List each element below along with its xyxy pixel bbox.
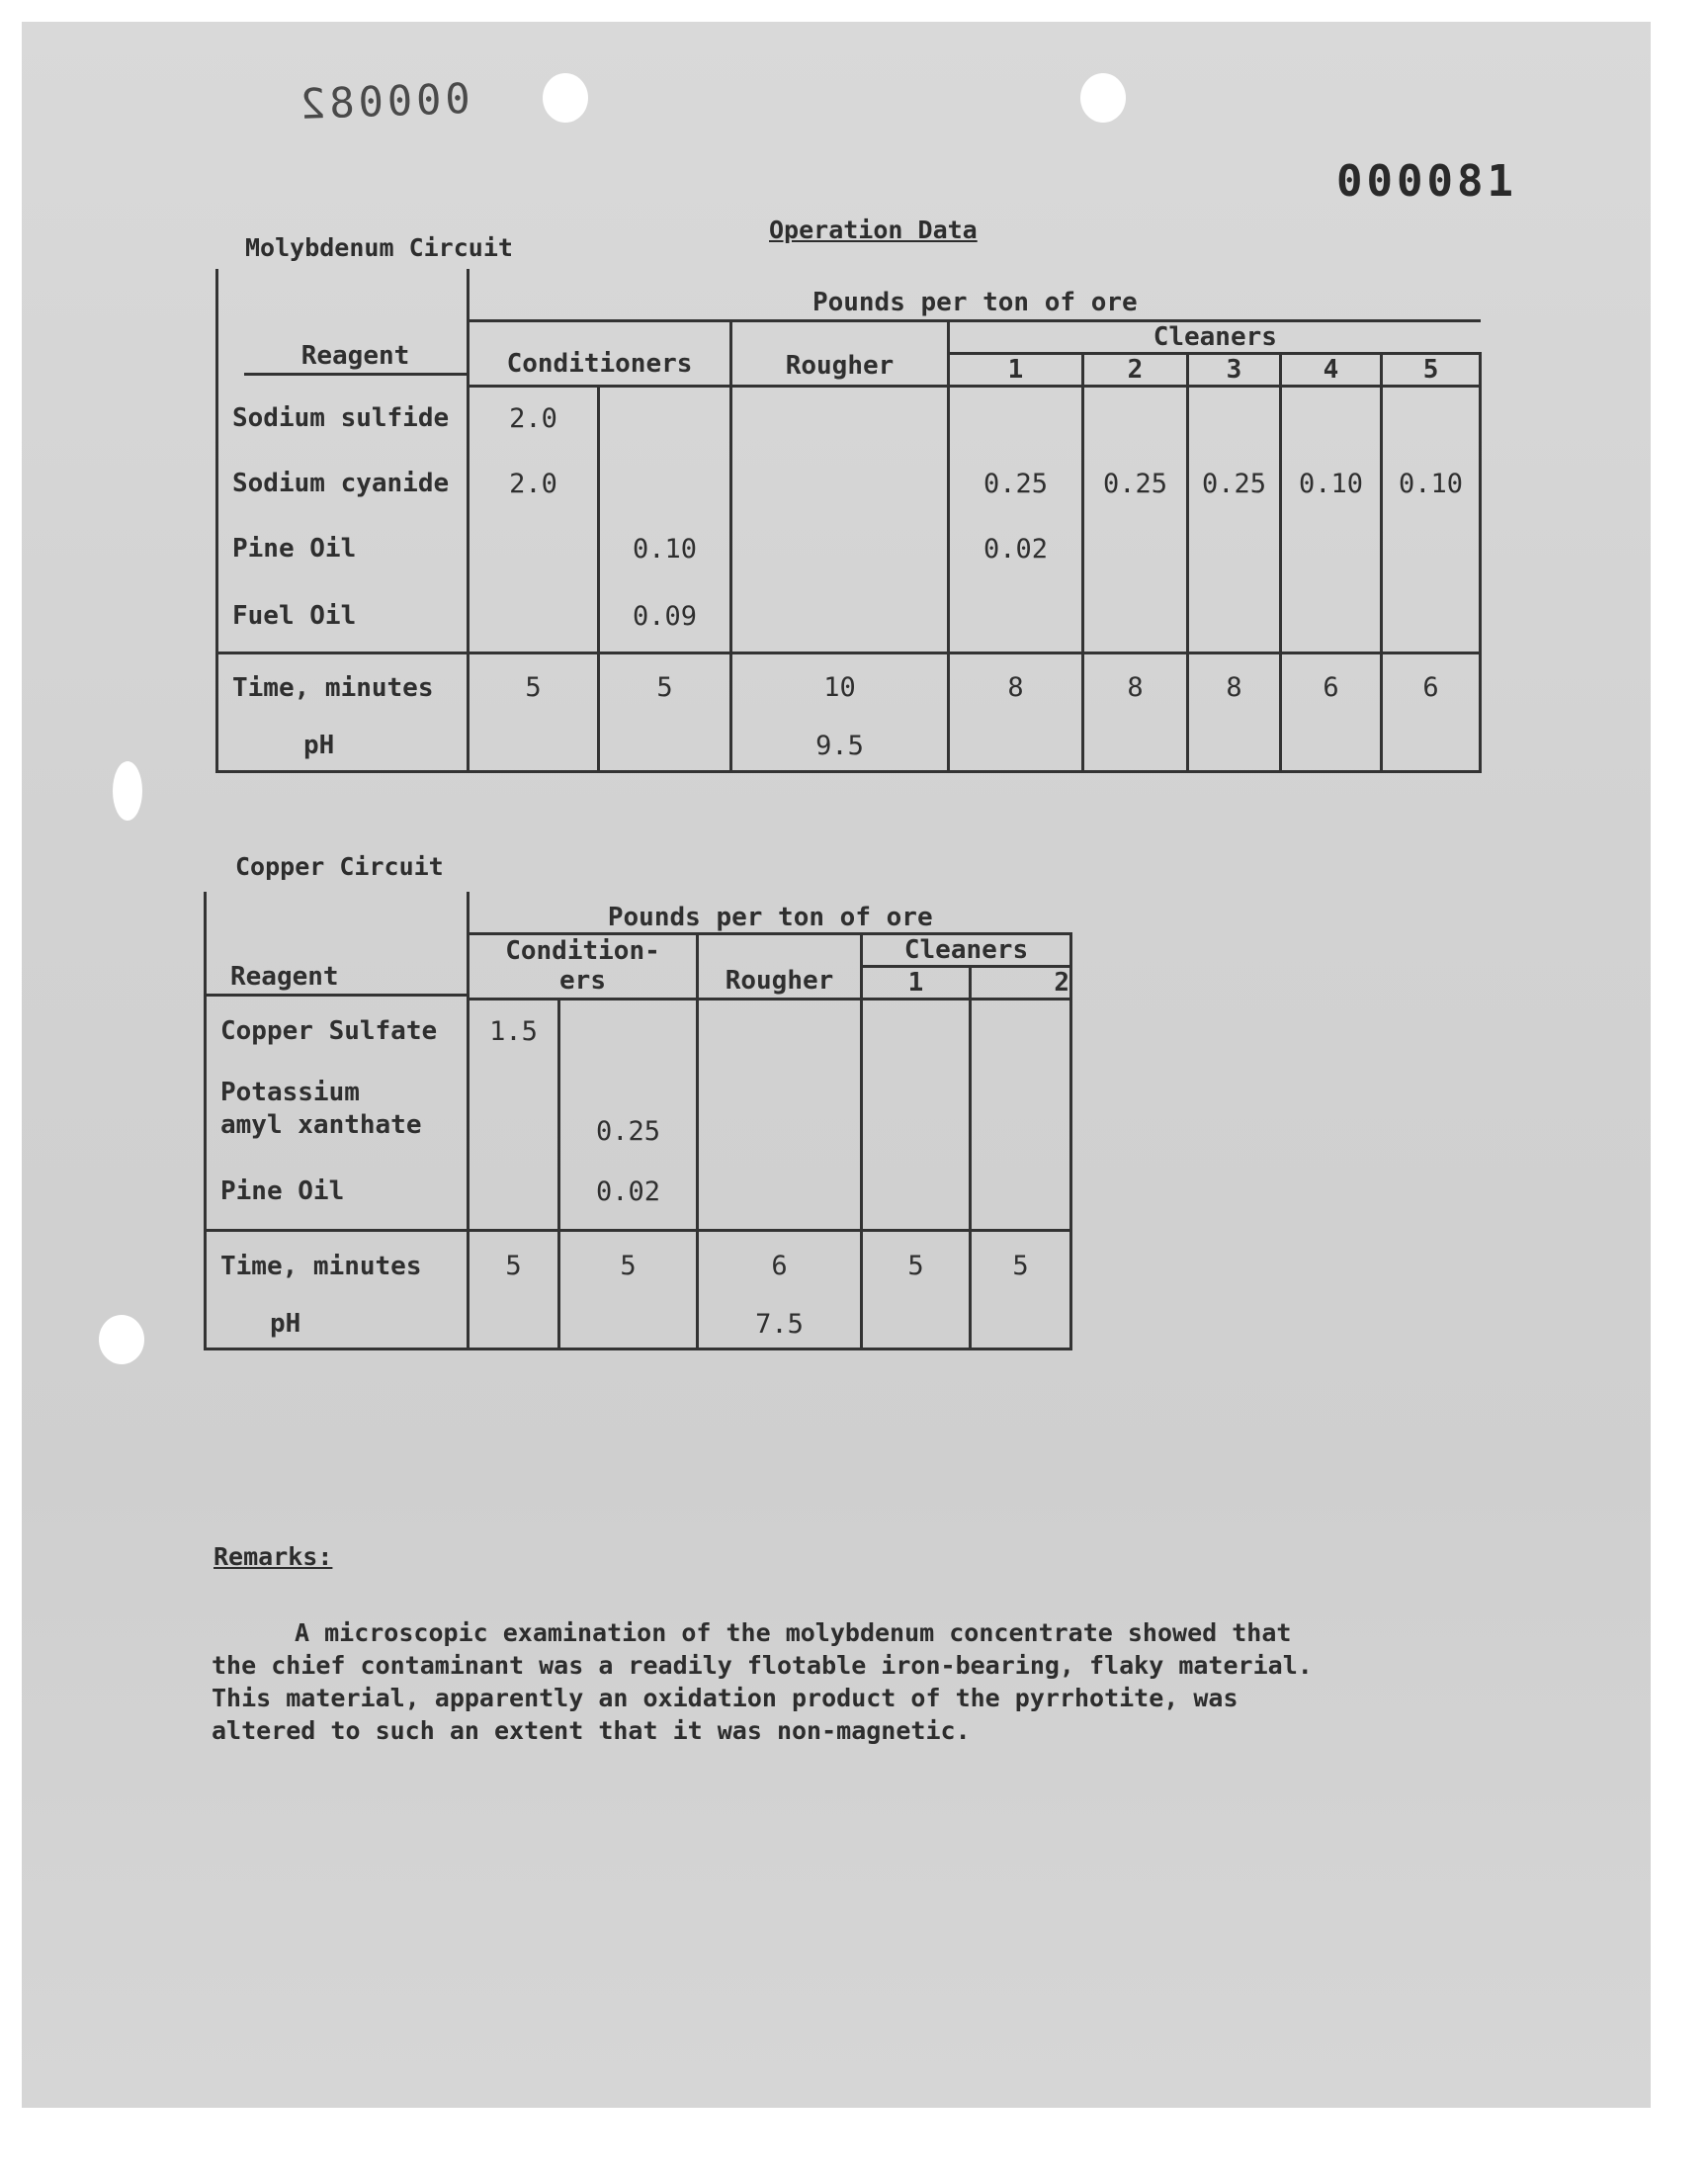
punch-hole <box>543 73 588 123</box>
value-cell <box>1188 581 1281 652</box>
time-value: 6 <box>1382 652 1481 722</box>
time-value: 6 <box>698 1230 862 1301</box>
value-cell: 0.10 <box>1281 451 1382 516</box>
value-cell <box>1083 386 1188 451</box>
time-value: 10 <box>731 652 949 722</box>
cleaner-1-header: 1 <box>949 353 1083 386</box>
value-cell <box>1382 581 1481 652</box>
ph-value <box>469 1301 559 1348</box>
remarks-line: This material, apparently an oxidation product of the pyrrhotite, was <box>212 1684 1238 1712</box>
row-label: Copper Sulfate <box>206 999 469 1064</box>
header-cell <box>206 892 469 999</box>
cleaner-4-header: 4 <box>1281 353 1382 386</box>
value-cell <box>1188 516 1281 581</box>
value-cell <box>971 1064 1071 1155</box>
copper-circuit-table <box>204 892 1072 1350</box>
value-cell <box>1382 386 1481 451</box>
ph-value <box>469 722 599 771</box>
value-cell <box>469 1064 559 1155</box>
value-cell: 0.02 <box>949 516 1083 581</box>
value-cell <box>1083 516 1188 581</box>
value-cell <box>731 516 949 581</box>
cleaner-3-header: 3 <box>1188 353 1281 386</box>
value-cell: 1.5 <box>469 999 559 1064</box>
rougher-header: Rougher <box>731 320 949 386</box>
page-stamp-reversed: 000082 <box>296 73 471 130</box>
time-value: 5 <box>469 652 599 722</box>
page-title: Operation Data <box>769 216 978 244</box>
conditioners-header-line2: ers <box>559 966 606 996</box>
ph-label: pH <box>217 722 469 771</box>
row-label-line1: Potassium <box>220 1078 360 1107</box>
value-cell <box>698 999 862 1064</box>
value-cell: 0.02 <box>559 1155 698 1230</box>
value-cell <box>949 581 1083 652</box>
conditioners-header-line1: Condition- <box>505 936 660 966</box>
ph-value <box>599 722 731 771</box>
remarks-paragraph <box>212 1616 1457 1747</box>
punch-hole <box>113 761 142 821</box>
time-value: 5 <box>599 652 731 722</box>
time-value: 6 <box>1281 652 1382 722</box>
ph-value <box>1083 722 1188 771</box>
value-cell <box>731 581 949 652</box>
page-number-stamp: 000081 <box>1336 156 1517 207</box>
pounds-header: Pounds per ton of ore <box>469 269 1481 320</box>
punch-hole <box>99 1315 144 1364</box>
value-cell <box>971 999 1071 1064</box>
value-cell <box>469 581 599 652</box>
time-value: 5 <box>559 1230 698 1301</box>
value-cell <box>469 516 599 581</box>
reagent-header: Reagent <box>244 341 467 376</box>
time-value: 8 <box>1188 652 1281 722</box>
time-value: 5 <box>862 1230 971 1301</box>
value-cell <box>469 1155 559 1230</box>
cleaner-5-header: 5 <box>1382 353 1481 386</box>
value-cell <box>862 999 971 1064</box>
row-label: Pine Oil <box>206 1155 469 1230</box>
value-cell <box>559 999 698 1064</box>
value-cell <box>949 386 1083 451</box>
row-label-line2: amyl xanthate <box>220 1110 422 1140</box>
remarks-line: altered to such an extent that it was non-magnetic. <box>212 1716 971 1745</box>
cleaner-2-header: 2 <box>1083 353 1188 386</box>
time-value: 8 <box>1083 652 1188 722</box>
cleaners-header: Cleaners <box>949 320 1481 353</box>
moly-circuit-table <box>215 269 1482 773</box>
copper-circuit-title: Copper Circuit <box>235 852 444 881</box>
ph-value: 7.5 <box>698 1301 862 1348</box>
ph-label: pH <box>206 1301 469 1348</box>
pounds-header: Pounds per ton of ore <box>469 892 1071 933</box>
value-cell <box>731 386 949 451</box>
value-cell <box>698 1064 862 1155</box>
remarks-line: the chief contaminant was a readily flotable iron-bearing, flaky material. <box>212 1651 1313 1680</box>
ph-value <box>1382 722 1481 771</box>
cleaner-1-header: 1 <box>862 966 971 999</box>
value-cell <box>1083 581 1188 652</box>
value-cell: 2.0 <box>469 451 599 516</box>
value-cell <box>971 1155 1071 1230</box>
reagent-header: Reagent <box>207 962 467 997</box>
punch-hole <box>1080 73 1126 123</box>
time-label: Time, minutes <box>217 652 469 722</box>
value-cell <box>698 1155 862 1230</box>
ph-value <box>862 1301 971 1348</box>
conditioners-header: Conditioners <box>469 320 731 386</box>
value-cell <box>599 451 731 516</box>
row-label: Sodium cyanide <box>217 451 469 516</box>
ph-value <box>559 1301 698 1348</box>
row-label: Sodium sulfide <box>217 386 469 451</box>
value-cell <box>599 386 731 451</box>
time-value: 5 <box>469 1230 559 1301</box>
header-cell <box>217 269 469 386</box>
remarks-title: Remarks: <box>214 1542 333 1571</box>
value-cell <box>1281 516 1382 581</box>
value-cell: 0.10 <box>599 516 731 581</box>
time-value: 8 <box>949 652 1083 722</box>
value-cell: 0.25 <box>949 451 1083 516</box>
moly-circuit-title: Molybdenum Circuit <box>245 233 513 262</box>
remarks-line: A microscopic examination of the molybdenum concentrate showed that <box>295 1618 1292 1647</box>
row-label: Pine Oil <box>217 516 469 581</box>
conditioners-header <box>469 933 698 999</box>
cleaners-header: Cleaners <box>862 933 1071 966</box>
cleaner-2-header: 2 <box>971 966 1071 999</box>
row-label <box>206 1064 469 1155</box>
value-cell <box>1188 386 1281 451</box>
value-cell <box>862 1155 971 1230</box>
ph-value: 9.5 <box>731 722 949 771</box>
ph-value <box>949 722 1083 771</box>
time-label: Time, minutes <box>206 1230 469 1301</box>
value-cell: 0.25 <box>1083 451 1188 516</box>
value-cell <box>1281 386 1382 451</box>
value-cell <box>1281 581 1382 652</box>
ph-value <box>1281 722 1382 771</box>
value-cell: 0.09 <box>599 581 731 652</box>
value-cell <box>731 451 949 516</box>
value-cell: 0.25 <box>1188 451 1281 516</box>
ph-value <box>1188 722 1281 771</box>
value-cell <box>862 1064 971 1155</box>
value-cell: 2.0 <box>469 386 599 451</box>
time-value: 5 <box>971 1230 1071 1301</box>
ph-value <box>971 1301 1071 1348</box>
value-cell <box>1382 516 1481 581</box>
value-cell: 0.25 <box>559 1064 698 1155</box>
value-cell: 0.10 <box>1382 451 1481 516</box>
rougher-header: Rougher <box>698 933 862 999</box>
row-label: Fuel Oil <box>217 581 469 652</box>
